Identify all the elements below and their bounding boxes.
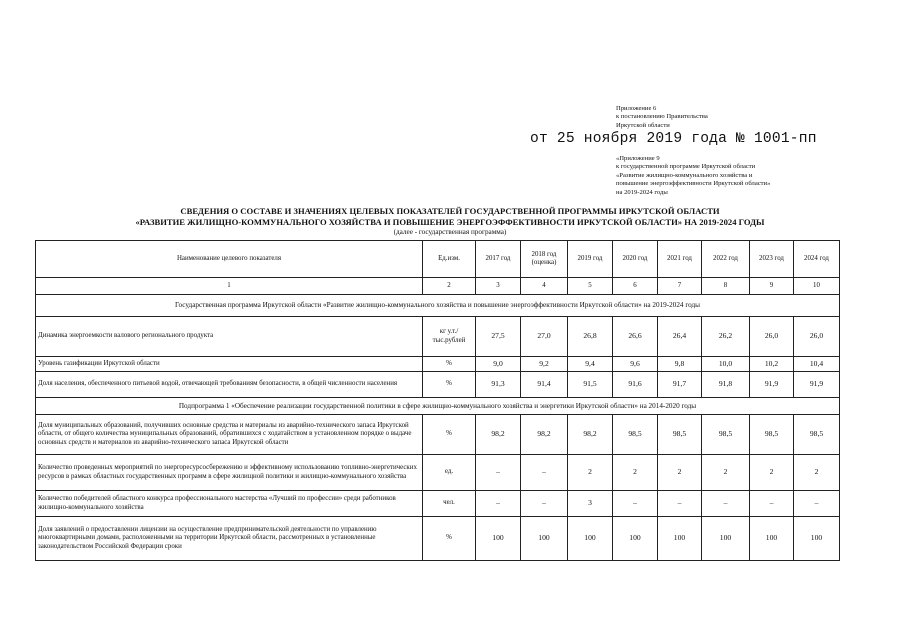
indicator-name: Доля заявлений о предоставлении лицензии на осуществление предпринимательской деятельности по управлению многоквартирными домами, расположенными на территории Иркутской области, рассмотренных в установленные законодательством Российской Федерации сроки: [36, 517, 423, 561]
indicator-unit: чел.: [423, 491, 476, 517]
indicator-value: 98,2: [568, 415, 613, 455]
indicator-value: 98,5: [658, 415, 702, 455]
header-year: 2019 год: [568, 241, 613, 278]
indicator-value: –: [476, 455, 521, 491]
header-year: 2022 год: [702, 241, 750, 278]
column-number: 1: [36, 278, 423, 295]
indicator-unit: кг у.т./ тыс.рублей: [423, 317, 476, 357]
indicator-value: 98,5: [750, 415, 794, 455]
column-number: 5: [568, 278, 613, 295]
indicator-value: 9,4: [568, 357, 613, 372]
indicator-value: 26,6: [613, 317, 658, 357]
column-number: 9: [750, 278, 794, 295]
indicator-value: –: [521, 491, 568, 517]
indicator-value: 98,2: [476, 415, 521, 455]
indicator-unit: %: [423, 357, 476, 372]
indicator-value: 91,3: [476, 372, 521, 398]
subprogram-title: Подпрограмма 1 «Обеспечение реализации государственной политики в сфере жилищно-коммунального хозяйства и энергетики Иркутской области» на 2014-2020 годы: [36, 398, 840, 415]
indicator-value: 91,9: [794, 372, 840, 398]
indicators-table: [35, 240, 840, 561]
indicator-value: 9,2: [521, 357, 568, 372]
indicator-value: 10,2: [750, 357, 794, 372]
indicator-value: 2: [702, 455, 750, 491]
indicator-value: 9,8: [658, 357, 702, 372]
indicator-unit: %: [423, 415, 476, 455]
indicator-value: 9,6: [613, 357, 658, 372]
appendix-9-line: к государственной программе Иркутской области: [616, 163, 756, 171]
indicator-value: 2: [658, 455, 702, 491]
indicator-value: 98,5: [794, 415, 840, 455]
header-year: 2018 год (оценка): [521, 241, 568, 278]
appendix-6-line: Иркутской области: [616, 121, 670, 129]
indicator-value: 91,7: [658, 372, 702, 398]
indicator-unit: %: [423, 372, 476, 398]
column-number: 7: [658, 278, 702, 295]
indicator-value: 26,2: [702, 317, 750, 357]
indicator-value: 91,9: [750, 372, 794, 398]
indicator-name: Доля населения, обеспеченного питьевой водой, отвечающей требованиям безопасности, в общей численности населения: [36, 372, 423, 398]
indicator-value: 91,6: [613, 372, 658, 398]
appendix-6-line: Приложение 6: [616, 105, 657, 112]
appendix-9-line: на 2019-2024 годы: [616, 188, 668, 196]
indicator-value: 91,8: [702, 372, 750, 398]
indicator-row: [36, 455, 840, 491]
indicator-row: [36, 517, 840, 561]
indicator-value: 100: [521, 517, 568, 561]
order-date-number: от 25 ноября 2019 года № 1001-пп: [530, 131, 817, 147]
indicator-value: –: [794, 491, 840, 517]
indicator-row: [36, 491, 840, 517]
indicator-value: 26,4: [658, 317, 702, 357]
indicator-row: [36, 357, 840, 372]
indicator-value: 100: [794, 517, 840, 561]
indicator-value: –: [613, 491, 658, 517]
document-title-note: (далее - государственная программа): [393, 228, 507, 236]
indicator-value: 100: [750, 517, 794, 561]
indicator-value: 100: [568, 517, 613, 561]
document-title-line-2: «РАЗВИТИЕ ЖИЛИЩНО-КОММУНАЛЬНОГО ХОЗЯЙСТВА И ПОВЫШЕНИЕ ЭНЕРГОЭФФЕКТИВНОСТИ ИРКУТСКОЙ ОБЛАСТИ» НА 2019-2024 ГОДЫ: [135, 217, 765, 227]
indicator-name: Динамика энергоемкости валового регионального продукта: [36, 317, 423, 357]
appendix-9-line: «Развитие жилищно-коммунального хозяйства и: [616, 171, 753, 179]
indicator-value: 91,4: [521, 372, 568, 398]
indicator-value: 2: [794, 455, 840, 491]
column-number: 3: [476, 278, 521, 295]
header-unit: Ед.изм.: [423, 241, 476, 278]
column-number: 4: [521, 278, 568, 295]
column-number: 6: [613, 278, 658, 295]
indicator-row: [36, 317, 840, 357]
indicator-value: 100: [613, 517, 658, 561]
indicator-value: –: [658, 491, 702, 517]
program-section-row: [36, 295, 840, 317]
header-year: 2021 год: [658, 241, 702, 278]
indicator-name: Уровень газификации Иркутской области: [36, 357, 423, 372]
document-title-line-1: СВЕДЕНИЯ О СОСТАВЕ И ЗНАЧЕНИЯХ ЦЕЛЕВЫХ ПОКАЗАТЕЛЕЙ ГОСУДАРСТВЕННОЙ ПРОГРАММЫ ИРКУТСКОЙ ОБЛАСТИ: [180, 206, 720, 216]
header-year: 2023 год: [750, 241, 794, 278]
indicator-value: 10,0: [702, 357, 750, 372]
indicator-value: 100: [658, 517, 702, 561]
indicator-value: 98,5: [613, 415, 658, 455]
header-year: 2024 год: [794, 241, 840, 278]
appendix-6-block: [616, 105, 766, 130]
subprogram-section-row: [36, 398, 840, 415]
appendix-9-line: повышение энергоэффективности Иркутской области»: [616, 180, 771, 188]
program-title: Государственная программа Иркутской области «Развитие жилищно-коммунального хозяйства и повышение энергоэффективности Иркутской области» на 2019-2024 годы: [36, 295, 840, 317]
indicator-unit: ед.: [423, 455, 476, 491]
indicator-value: 27,5: [476, 317, 521, 357]
indicator-row: [36, 372, 840, 398]
indicator-value: 91,5: [568, 372, 613, 398]
indicator-value: –: [702, 491, 750, 517]
indicator-value: –: [476, 491, 521, 517]
indicator-value: 3: [568, 491, 613, 517]
indicator-value: –: [750, 491, 794, 517]
indicator-value: 26,0: [794, 317, 840, 357]
indicator-name: Доля муниципальных образований, получивших основные средства и материалы из аварийно-технического запаса Иркутской области, от общего количества муниципальных образований, обратившихся с ходатайством в установленном порядке о выдаче основных средств и материалов из аварийно-технического запаса Иркутской области: [36, 415, 423, 455]
indicator-value: 98,2: [521, 415, 568, 455]
header-year: 2020 год: [613, 241, 658, 278]
indicator-value: 26,0: [750, 317, 794, 357]
indicator-value: 98,5: [702, 415, 750, 455]
column-number: 10: [794, 278, 840, 295]
indicator-value: 26,8: [568, 317, 613, 357]
indicator-value: 9,0: [476, 357, 521, 372]
indicator-name: Количество победителей областного конкурса профессионального мастерства «Лучший по профессии» среди работников жилищно-коммунального хозяйства: [36, 491, 423, 517]
column-number: 2: [423, 278, 476, 295]
indicator-value: –: [521, 455, 568, 491]
indicator-unit: %: [423, 517, 476, 561]
indicator-value: 100: [476, 517, 521, 561]
indicator-value: 2: [613, 455, 658, 491]
column-number: 8: [702, 278, 750, 295]
appendix-9-block: [616, 155, 816, 197]
indicator-value: 27,0: [521, 317, 568, 357]
indicator-value: 10,4: [794, 357, 840, 372]
appendix-6-line: к постановлению Правительства: [616, 113, 708, 121]
appendix-9-line: «Приложение 9: [616, 155, 660, 162]
indicator-row: [36, 415, 840, 455]
header-name: Наименование целевого показателя: [36, 241, 423, 278]
header-row: [36, 241, 840, 278]
table-body: [36, 241, 840, 561]
header-year: 2017 год: [476, 241, 521, 278]
indicator-value: 2: [750, 455, 794, 491]
indicator-value: 2: [568, 455, 613, 491]
indicator-value: 100: [702, 517, 750, 561]
indicator-name: Количество проведенных мероприятий по энергоресурсосбережению и эффективному использованию топливно-энергетических ресурсов в рамках областных государственных программ в сфере жилищной политики и жилищно-коммунального хозяйства: [36, 455, 423, 491]
column-number-row: [36, 278, 840, 295]
